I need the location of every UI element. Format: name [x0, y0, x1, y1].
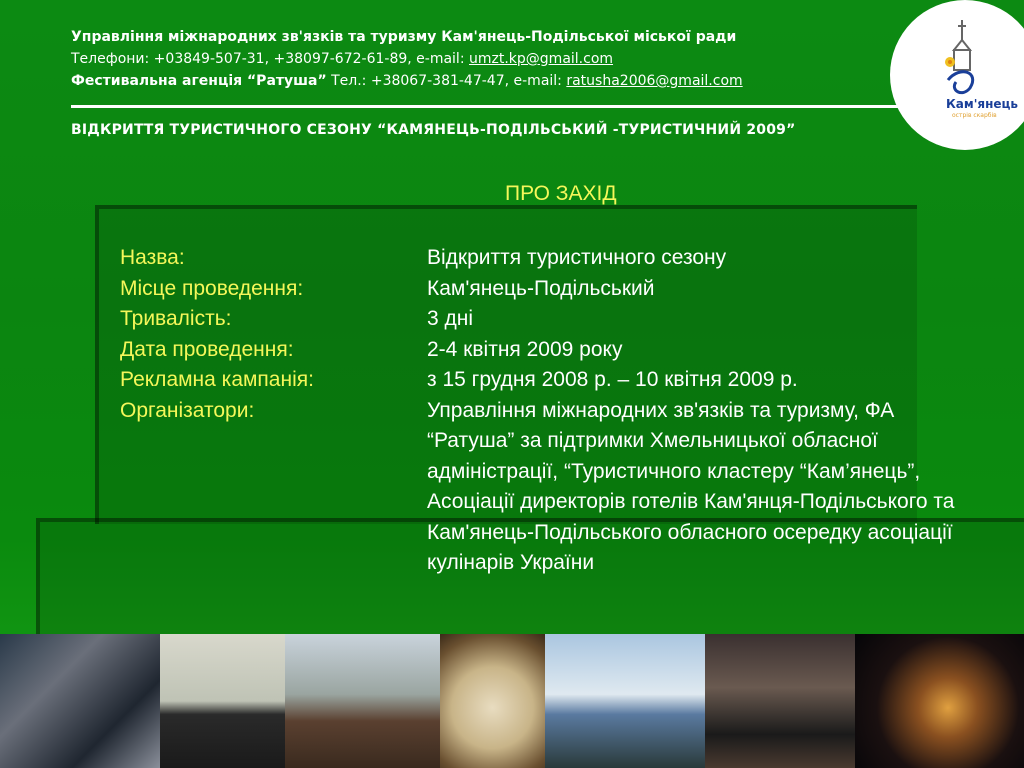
- detail-row: [120, 335, 980, 366]
- castle-icon: [940, 10, 990, 98]
- photo-press-conference: [705, 634, 855, 768]
- detail-value: Управління міжнародних зв'язків та туризму, ФА “Ратуша” за підтримки Хмельницької обласної адміністрації, “Туристичного кластеру “Кам’янець”, Асоціації директорів готелів Кам'янця-Подільського та Кам'янець-Подільського обласного осередку асоціації кулінарів України: [427, 398, 955, 574]
- detail-label: Тривалість:: [120, 307, 232, 330]
- detail-label: Рекламна кампанія:: [120, 368, 314, 391]
- season-title: ВІДКРИТТЯ ТУРИСТИЧНОГО СЕЗОНУ “КАМЯНЕЦЬ-ПОДІЛЬСЬКИЙ -ТУРИСТИЧНИЙ 2009”: [71, 122, 796, 138]
- kamianets-logo: [890, 0, 1024, 150]
- logo-name: Кам'янець: [946, 97, 1019, 111]
- phones-text: Телефони: +03849-507-31, +38097-672-61-89, e-mail:: [71, 51, 469, 67]
- detail-value: 2-4 квітня 2009 року: [427, 337, 623, 361]
- detail-label: Дата проведення:: [120, 337, 294, 361]
- photo-castle-night: [855, 634, 1024, 768]
- detail-row: [120, 274, 980, 305]
- detail-row: [120, 396, 980, 579]
- photo-riverside-boats: [545, 634, 705, 768]
- umzt-email-link[interactable]: umzt.kp@gmail.com: [469, 51, 614, 67]
- detail-row: [120, 365, 980, 396]
- photo-presenter: [160, 634, 285, 768]
- detail-label: Організатори:: [120, 398, 255, 422]
- detail-label: Назва:: [120, 246, 185, 269]
- detail-value: Відкриття туристичного сезону: [427, 246, 727, 269]
- header-line-1: Управління міжнародних зв'язків та туризму Кам'янець-Подільської міської ради: [71, 29, 737, 45]
- header-line-2: [71, 48, 743, 70]
- detail-label: Місце проведення:: [120, 276, 304, 300]
- about-heading: ПРО ЗАХІД: [505, 182, 617, 205]
- detail-value: 3 дні: [427, 307, 474, 330]
- contact-header: [71, 26, 743, 92]
- ratusha-email-link[interactable]: ratusha2006@gmail.com: [566, 73, 743, 89]
- logo-subtitle: острів скарбів: [952, 112, 997, 119]
- photo-strip: [0, 634, 1024, 768]
- header-line-3: [71, 70, 743, 92]
- agency-phone: Тел.: +38067-381-47-47, e-mail:: [326, 73, 567, 89]
- agency-name: Фестивальна агенція “Ратуша”: [71, 73, 327, 89]
- photo-conference-audience: [0, 634, 160, 768]
- event-details: [120, 243, 980, 579]
- header-divider: [71, 105, 919, 108]
- photo-souvenir-plate: [440, 634, 545, 768]
- detail-value: з 15 грудня 2008 р. – 10 квітня 2009 р.: [427, 368, 798, 391]
- photo-horse-riders: [285, 634, 440, 768]
- detail-value: Кам'янець-Подільський: [427, 276, 655, 300]
- detail-row: [120, 243, 980, 274]
- detail-row: [120, 304, 980, 335]
